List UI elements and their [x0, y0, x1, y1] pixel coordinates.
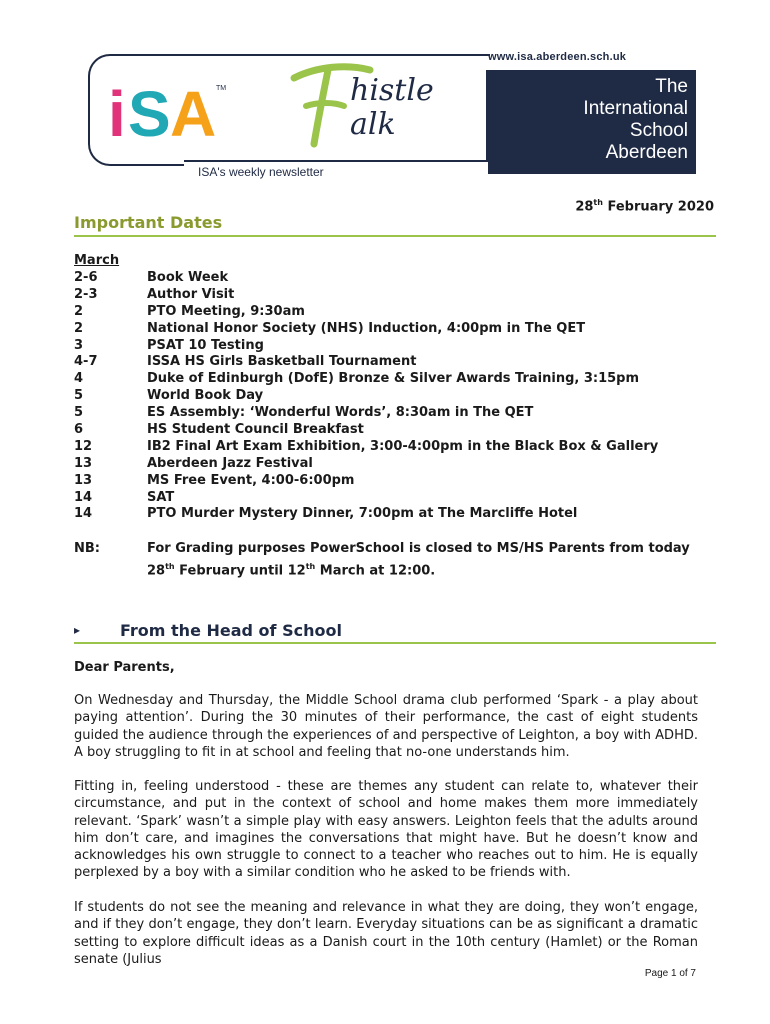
event-date: 6 — [74, 422, 84, 438]
nb-label: NB: — [74, 541, 100, 556]
tagline-box — [184, 160, 488, 184]
trademark-mark: TM — [216, 85, 227, 92]
school-name-line: School — [629, 120, 688, 141]
school-name-line: International — [583, 98, 688, 119]
date-row — [74, 354, 724, 371]
nb-note — [74, 540, 724, 580]
event-name: Duke of Edinburgh (DofE) Bronze & Silver Awards Training, 3:15pm — [147, 371, 640, 387]
svg-text:A: A — [170, 78, 217, 150]
event-date: 14 — [74, 489, 93, 505]
issue-date: 28th February 2020 — [575, 198, 714, 215]
event-name: IB2 Final Art Exam Exhibition, 3:00-4:00pm in the Black Box & Gallery — [147, 438, 659, 454]
event-name: PTO Murder Mystery Dinner, 7:00pm at The Marcliffe Hotel — [147, 506, 578, 522]
date-row — [74, 321, 724, 338]
paragraph: Fitting in, feeling understood - these are themes any student can relate to, whatever their circumstance, and put in the context of school and home makes them more immediately relevant. ‘Spark’ wasn’t a simple play with easy answers. Leighton feels that the adults around him don’t care, and imagines the conversations that might have. But he doesn’t know and acknowledges his own struggle to connect to a teacher who reaches out to him. He is equally perplexed by a boy with a similar condition who he asked to be friends with. — [74, 779, 698, 881]
isa-logo — [108, 74, 268, 154]
event-name: ES Assembly: ‘Wonderful Words’, 8:30am in The QET — [147, 405, 534, 421]
event-name: HS Student Council Breakfast — [147, 422, 364, 438]
date-row — [74, 473, 724, 490]
event-date: 3 — [74, 337, 84, 353]
important-dates-heading: Important Dates — [74, 213, 716, 237]
event-date: 2 — [74, 320, 84, 336]
event-name: PTO Meeting, 9:30am — [147, 303, 305, 319]
date-row — [74, 388, 724, 405]
date-row — [74, 287, 724, 304]
caret-right-icon: ▸ — [74, 623, 81, 637]
school-url[interactable]: www.isa.aberdeen.sch.uk — [488, 51, 627, 63]
event-date: 13 — [74, 472, 93, 488]
thistle-talk-logo — [288, 60, 478, 150]
event-name: Book Week — [147, 270, 229, 285]
date-row — [74, 422, 724, 439]
event-date: 5 — [74, 388, 84, 404]
school-name-line: Aberdeen — [605, 142, 688, 163]
school-name-line: The — [655, 76, 688, 97]
event-name: World Book Day — [147, 388, 264, 404]
paragraph: If students do not see the meaning and relevance in what they are doing, they won’t engage, and if they don’t engage, they don’t learn. Everyday situations can be as significant a dramatic setting to explore difficult ideas as a Danish court in the 10th century (Hamlet) or the Roman senate (Julius — [74, 900, 698, 967]
newsletter-banner — [88, 51, 696, 182]
date-row — [74, 490, 724, 507]
event-date: 2-3 — [74, 286, 98, 302]
event-name: Author Visit — [147, 286, 235, 302]
talk-word: alk — [350, 107, 396, 142]
nb-text: For Grading purposes PowerSchool is closed to MS/HS Parents from today 28th February until 12th March at 12:00. — [147, 541, 690, 579]
date-row — [74, 439, 724, 456]
date-row — [74, 304, 724, 321]
event-date: 2-6 — [74, 270, 98, 285]
page-number: Page 1 of 7 — [644, 968, 696, 979]
event-name: Aberdeen Jazz Festival — [147, 455, 313, 471]
greeting: Dear Parents, — [74, 660, 175, 675]
date-row — [74, 456, 724, 473]
head-of-school-heading-bar — [74, 618, 716, 644]
event-name: SAT — [147, 489, 175, 505]
event-date: 13 — [74, 455, 93, 471]
thistle-word: histle — [350, 73, 434, 108]
event-name: ISSA HS Girls Basketball Tournament — [147, 354, 417, 370]
date-row — [74, 506, 724, 523]
event-date: 12 — [74, 438, 93, 454]
paragraph: On Wednesday and Thursday, the Middle School drama club performed ‘Spark - a play about paying attention’. During the 30 minutes of their performance, the cast of eight students guided the audience through the experiences of and perspective of Leighton, a boy with ADHD. A boy struggling to fit in at school and feeling that no-one understands him. — [74, 693, 698, 760]
date-row — [74, 338, 724, 355]
school-name-box — [486, 70, 696, 174]
event-name: National Honor Society (NHS) Induction, 4:00pm in The QET — [147, 320, 586, 336]
event-name: PSAT 10 Testing — [147, 337, 264, 353]
newsletter-tagline: ISA's weekly newsletter — [198, 165, 324, 179]
event-date: 4-7 — [74, 354, 98, 370]
month-label: March — [74, 253, 120, 268]
event-date: 4 — [74, 371, 84, 387]
event-name: MS Free Event, 4:00-6:00pm — [147, 472, 355, 488]
head-of-school-heading: From the Head of School — [120, 620, 342, 640]
event-date: 14 — [74, 506, 93, 522]
date-row — [74, 270, 724, 287]
isa-logo-text: i — [108, 78, 126, 150]
dates-list — [74, 270, 724, 523]
date-row — [74, 405, 724, 422]
svg-text:S: S — [128, 78, 171, 150]
event-date: 2 — [74, 303, 84, 319]
date-row — [74, 371, 724, 388]
event-date: 5 — [74, 405, 84, 421]
